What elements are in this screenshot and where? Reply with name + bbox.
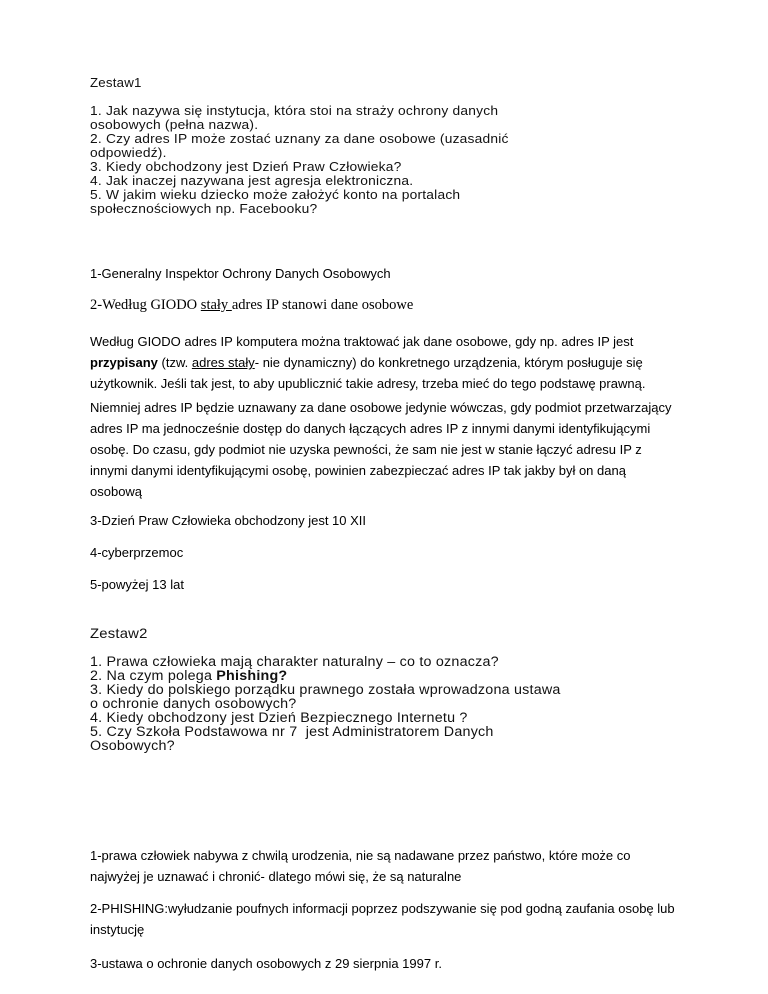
answer2-1: 1-prawa człowiek nabywa z chwilą urodzenia, nie są nadawane przez państwo, które może co najwyżej je uznawać i chronić- dlatego mówi się, że są naturalne — [90, 848, 631, 884]
zestaw1-line: 4. Jak inaczej nazywana jest agresja elektroniczna. — [90, 173, 414, 188]
phishing-bold: Phishing? — [216, 668, 288, 683]
zestaw2-line: o ochronie danych osobowych? — [90, 696, 297, 711]
answer-4: 4-cyberprzemoc — [90, 545, 184, 560]
answer-5: 5-powyżej 13 lat — [90, 577, 184, 592]
zestaw2-line — [90, 669, 561, 683]
zestaw2-line: Osobowych? — [90, 738, 175, 753]
zestaw2-questions — [90, 626, 561, 753]
zestaw2-heading: Zestaw2 — [90, 625, 148, 641]
paragraph-ip-1-underlined: adres stały — [191, 355, 255, 370]
paragraph-ip-1-a: Według GIODO adres IP komputera można traktować jak dane osobowe, gdy np. adres IP jest — [90, 334, 634, 349]
zestaw2-line-pre: 2. Na czym polega — [90, 668, 217, 683]
zestaw1-questions — [90, 76, 509, 216]
answer-2-pre: 2-Według GIODO — [90, 297, 201, 313]
zestaw1-line: 1. Jak nazywa się instytucja, która stoi na straży ochrony danych — [90, 103, 499, 118]
paragraph-ip-1-b: (tzw. — [157, 355, 192, 370]
zestaw2-line: 5. Czy Szkoła Podstawowa nr 7 jest Administratorem Danych — [90, 724, 494, 739]
answer-3: 3-Dzień Praw Człowieka obchodzony jest 10 XII — [90, 513, 367, 528]
zestaw1-line: 5. W jakim wieku dziecko może założyć konto na portalach — [90, 187, 461, 202]
zestaw1-line: społecznościowych np. Facebooku? — [90, 201, 318, 216]
answer2-2: 2-PHISHING:wyłudzanie poufnych informacji poprzez podszywanie się pod godną zaufania osobę lub instytucję — [90, 901, 675, 937]
paragraph-ip-2: Niemniej adres IP będzie uznawany za dane osobowe jedynie wówczas, gdy podmiot przetwarzający adres IP ma jednocześnie dostęp do danych łączących adres IP z innymi danymi identyfikującymi osobę. Do czasu, gdy podmiot nie uzyska pewności, że sam nie jest w stanie łączyć adresu IP z innymi danymi identyfikującymi osobę, powinien zabezpieczać adres IP tak jakby był on daną osobową — [90, 400, 672, 499]
answer-2 — [90, 295, 680, 316]
zestaw2-line: 4. Kiedy obchodzony jest Dzień Bezpiecznego Internetu ? — [90, 710, 468, 725]
paragraph-ip-1-bold: przypisany — [90, 355, 158, 370]
zestaw2-line: 3. Kiedy do polskiego porządku prawnego została wprowadzona ustawa — [90, 682, 561, 697]
zestaw1-heading: Zestaw1 — [90, 76, 142, 90]
zestaw1-line: odpowiedź). — [90, 145, 167, 160]
answer-2-post: adres IP stanowi dane osobowe — [231, 297, 414, 313]
zestaw1-line: 2. Czy adres IP może zostać uznany za dane osobowe (uzasadnić — [90, 131, 509, 146]
answer-2-underlined: stały — [200, 297, 232, 313]
paragraph-ip-1-c: - nie dynamiczny) do konkretnego urządzenia, którym posługuje się — [254, 355, 643, 370]
answer2-3: 3-ustawa o ochronie danych osobowych z 29 sierpnia 1997 r. — [90, 956, 442, 971]
zestaw1-line: 3. Kiedy obchodzony jest Dzień Praw Człowieka? — [90, 159, 402, 174]
zestaw1-line: osobowych (pełna nazwa). — [90, 117, 259, 132]
answer-1: 1-Generalny Inspektor Ochrony Danych Osobowych — [90, 266, 391, 281]
zestaw2-line: 1. Prawa człowieka mają charakter naturalny – co to oznacza? — [90, 654, 499, 669]
paragraph-ip-1-d: użytkownik. Jeśli tak jest, to aby upublicznić takie adresy, trzeba mieć do tego podstawę prawną. — [90, 376, 646, 391]
paragraph-ip-1 — [90, 331, 680, 394]
